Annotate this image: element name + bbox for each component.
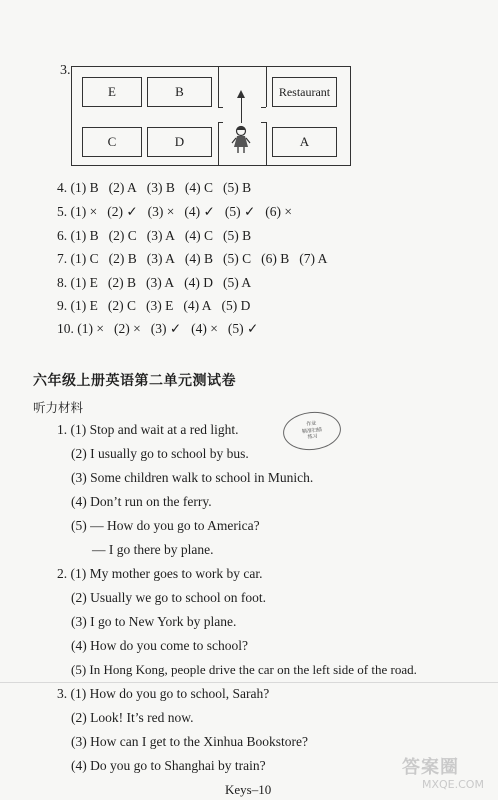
- map-block-a: A: [272, 127, 337, 157]
- answer-row-4: 4. (1) B (2) A (3) B (4) C (5) B: [57, 180, 252, 195]
- map-block-b: B: [147, 77, 212, 107]
- listening-line: — I go there by plane.: [92, 542, 214, 557]
- street-edge: [261, 122, 266, 123]
- listening-line: (4) Do you go to Shanghai by train?: [71, 758, 266, 773]
- street-edge: [266, 67, 267, 107]
- page-footer: Keys–10: [225, 782, 272, 797]
- street-edge: [218, 122, 219, 165]
- listening-line: (2) Usually we go to school on foot.: [71, 590, 266, 605]
- street-edge: [266, 122, 267, 165]
- street-map: [71, 66, 351, 166]
- page-fold-line: [0, 682, 498, 683]
- answer-row-9: 9. (1) E (2) C (3) E (4) A (5) D: [57, 298, 251, 313]
- girl-icon: [230, 125, 252, 155]
- listening-line: (4) How do you come to school?: [71, 638, 248, 653]
- answer-row-5: 5. (1) × (2) ✓ (3) × (4) ✓ (5) ✓ (6) ×: [57, 204, 293, 219]
- answer-row-7: 7. (1) C (2) B (3) A (4) B (5) C (6) B (7) A: [57, 251, 328, 266]
- listening-line: (4) Don’t run on the ferry.: [71, 494, 212, 509]
- map-block-d: D: [147, 127, 212, 157]
- arrow-up-icon: [241, 97, 242, 123]
- question-3-number: 3.: [60, 63, 71, 78]
- watermark-logo: 答案圈 MXQE.COM: [402, 757, 484, 791]
- listening-line: (2) Look! It’s red now.: [71, 710, 194, 725]
- listening-line: (5) — How do you go to America?: [71, 518, 260, 533]
- listening-line: (3) I go to New York by plane.: [71, 614, 237, 629]
- listening-line: (3) How can I get to the Xinhua Bookstore?: [71, 734, 308, 749]
- answer-row-8: 8. (1) E (2) B (3) A (4) D (5) A: [57, 275, 252, 290]
- street-edge: [261, 107, 266, 108]
- map-block-restaurant: Restaurant: [272, 77, 337, 107]
- answer-row-10: 10. (1) × (2) × (3) ✓ (4) × (5) ✓: [57, 321, 259, 336]
- section-title: 六年级上册英语第二单元测试卷: [33, 373, 236, 389]
- listening-line: 1. (1) Stop and wait at a red light.: [57, 422, 239, 437]
- listening-line: (2) I usually go to school by bus.: [71, 446, 249, 461]
- map-block-c: C: [82, 127, 142, 157]
- listening-line: 2. (1) My mother goes to work by car.: [57, 566, 263, 581]
- street-edge: [218, 67, 219, 107]
- homework-stamp: 作业 精准扫描 练习: [281, 409, 343, 453]
- listening-line: 3. (1) How do you go to school, Sarah?: [57, 686, 270, 701]
- listening-line: (3) Some children walk to school in Munich.: [71, 470, 314, 485]
- listening-line: (5) In Hong Kong, people drive the car on the left side of the road.: [71, 662, 417, 677]
- street-edge: [218, 122, 223, 123]
- map-block-e: E: [82, 77, 142, 107]
- section-subtitle: 听力材料: [33, 400, 84, 415]
- street-edge: [218, 107, 223, 108]
- answer-row-6: 6. (1) B (2) C (3) A (4) C (5) B: [57, 228, 252, 243]
